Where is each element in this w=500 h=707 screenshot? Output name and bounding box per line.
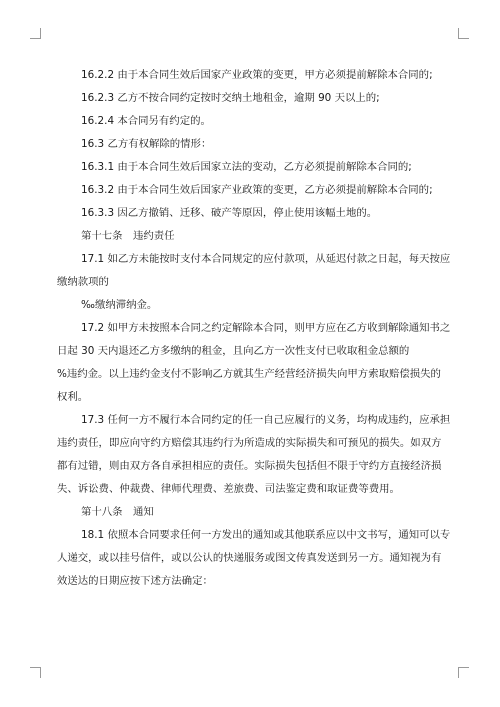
clause-17-3-line-4: 失、诉讼费、仲裁费、律师代理费、差旅费、司法鉴定费和取证费等费用。 [57,483,400,495]
clause-17-2-line-3: %违约金。以上违约金支付不影响乙方就其生产经营经济损失向甲方索取赔偿损失的 [57,368,441,380]
clause-16-2-3: 16.2.3 乙方不按合同约定按时交纳土地租金，逾期 90 天以上的; [81,92,380,104]
clause-17-1 [57,248,451,294]
clause-18-1-line-3: 效送达的日期应按下述方法确定： [57,575,213,587]
clause-17-2-line-4: 权利。 [57,391,89,403]
clause-16-3-3: 16.3.3 因乙方撤销、迁移、破产等原因，停止使用该幅土地的。 [81,207,378,219]
article-17-heading: 第十七条 违约责任 [81,230,175,242]
clause-16-3-1: 16.3.1 由于本合同生效后国家立法的变动，乙方必须提前解除本合同的; [81,161,412,173]
clause-16-2-2: 16.2.2 由于本合同生效后国家产业政策的变更，甲方必须提前解除本合同的; [81,69,433,81]
clause-17-3 [57,409,451,501]
clause-16-2-4: 16.2.4 本合同另有约定的。 [81,115,211,127]
clause-17-2 [57,317,451,409]
clause-18-1 [57,524,451,593]
clause-17-1-line-1: 17.1 如乙方未能按时支付本合同规定的应付款项，从延迟付款之日起，每天按应 [81,253,451,265]
clause-17-3-line-2: 违约责任，即应向守约方赔偿其违约行为所造成的实际损失和可预见的损失。如双方 [57,437,442,449]
clause-17-1-line-2: 缴纳款项的 [57,276,109,288]
crop-mark-top-right [458,28,469,39]
clause-18-1-line-1: 18.1 依照本合同要求任何一方发出的通知或其他联系应以中文书写，通知可以专 [81,529,451,541]
clause-16-3-2: 16.3.2 由于本合同生效后国家产业政策的变更，乙方必须提前解除本合同的; [81,184,433,196]
clause-17-1-penalty: ‰缴纳滞纳金。 [81,299,158,311]
clause-17-3-line-1: 17.3 任何一方不履行本合同约定的任一自己应履行的义务，均构成违约，应承担 [81,414,451,426]
crop-mark-top-left [30,28,41,39]
clause-17-3-line-3: 都有过错，则由双方各自承担相应的责任。实际损失包括但不限于守约方直接经济损 [57,460,442,472]
article-18-heading: 第十八条 通知 [81,506,154,518]
clause-17-2-line-1: 17.2 如甲方未按照本合同之约定解除本合同，则甲方应在乙方收到解除通知书之 [81,322,451,334]
crop-mark-bottom-right [458,667,469,678]
document-body [57,64,451,593]
clause-17-2-line-2: 日起 30 天内退还乙方多缴纳的租金，且向乙方一次性支付已收取租金总额的 [57,345,410,357]
clause-18-1-line-2: 人递交，或以挂号信件，或以公认的快递服务或图文传真发送到另一方。通知视为有 [57,552,442,564]
crop-mark-bottom-left [30,667,41,678]
clause-16-3: 16.3 乙方有权解除的情形： [81,138,212,150]
